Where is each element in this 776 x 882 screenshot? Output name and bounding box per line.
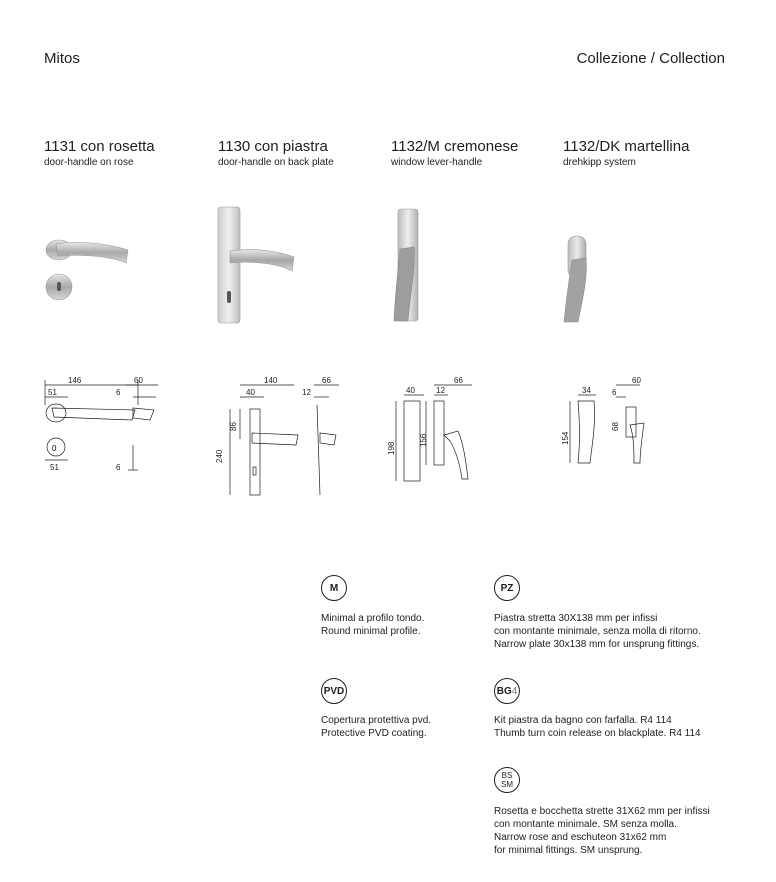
feature-line: Copertura protettiva pvd. bbox=[321, 715, 432, 726]
feature-bg-text bbox=[494, 714, 701, 740]
dim-total-height: 154 bbox=[561, 431, 570, 445]
dim-rose-height: 68 bbox=[611, 422, 620, 431]
product-code: 1132/DK martellina bbox=[563, 138, 690, 155]
feature-line: Rosetta e bocchetta strette 31X62 mm per infissi bbox=[494, 806, 710, 817]
dim-width: 146 bbox=[68, 376, 82, 385]
feature-line: con montante minimale. SM senza molla. bbox=[494, 819, 677, 830]
product-code: 1131 con rosetta bbox=[44, 138, 155, 155]
badge-pvd: PVD bbox=[321, 678, 347, 704]
keyhole-mark: 0 bbox=[52, 444, 57, 453]
feature-line: Narrow rose and eschuteon 31x62 mm bbox=[494, 832, 667, 843]
badge-bg bbox=[494, 678, 520, 704]
dim-plate-thickness: 12 bbox=[302, 388, 311, 397]
feature-line: Round minimal profile. bbox=[321, 626, 421, 637]
badge-bs-top: BS bbox=[501, 771, 513, 780]
feature-line: Kit piastra da bagno con farfalla. R4 114 bbox=[494, 715, 672, 726]
dim-width: 140 bbox=[264, 376, 278, 385]
handle-on-rose-drawing bbox=[38, 375, 168, 480]
feature-line: Piastra stretta 30X138 mm per infissi bbox=[494, 613, 658, 624]
handle-on-rose-image bbox=[40, 230, 140, 302]
product-code: 1130 con piastra bbox=[218, 138, 328, 155]
product-subtitle: window lever-handle bbox=[391, 157, 483, 168]
badge-bg-label: BG bbox=[496, 685, 512, 697]
dim-plate-width: 40 bbox=[246, 388, 255, 397]
dim-depth: 60 bbox=[134, 376, 143, 385]
collection-label: Collezione / Collection bbox=[576, 50, 725, 67]
dim-width: 34 bbox=[582, 386, 591, 395]
dim-base-thickness: 12 bbox=[436, 386, 445, 395]
product-1132-dk bbox=[563, 138, 689, 170]
product-1132-m bbox=[391, 138, 518, 170]
product-code: 1132/M cremonese bbox=[391, 138, 519, 155]
feature-line: Thumb turn coin release on blackplate. R4 114 bbox=[494, 728, 701, 739]
dim-depth: 66 bbox=[322, 376, 331, 385]
window-handle-drawing bbox=[386, 375, 486, 485]
product-subtitle: door-handle on back plate bbox=[218, 157, 334, 168]
feature-pvd-text bbox=[321, 714, 431, 740]
dim-total-height: 198 bbox=[387, 441, 396, 455]
drehkipp-handle-image bbox=[558, 230, 598, 325]
badge-pz: PZ bbox=[494, 575, 520, 601]
dim-rose: 51 bbox=[48, 388, 57, 397]
feature-bs-text bbox=[494, 805, 710, 857]
badge-m: M bbox=[321, 575, 347, 601]
product-1131 bbox=[44, 138, 155, 170]
feature-line: Minimal a profilo tondo. bbox=[321, 613, 425, 624]
product-subtitle: drehkipp system bbox=[563, 157, 636, 168]
product-subtitle: door-handle on rose bbox=[44, 157, 134, 168]
dim-rose-thickness: 6 bbox=[612, 388, 617, 397]
feature-m-text bbox=[321, 612, 424, 638]
dim-plate-height: 240 bbox=[215, 449, 224, 463]
dim-depth: 60 bbox=[632, 376, 641, 385]
dim-rose-thickness: 6 bbox=[116, 388, 121, 397]
brand-name: Mitos bbox=[44, 50, 80, 67]
feature-pz-text bbox=[494, 612, 701, 651]
handle-on-backplate-drawing bbox=[214, 375, 344, 500]
handle-on-backplate-image bbox=[212, 205, 302, 325]
window-handle-image bbox=[386, 205, 446, 325]
badge-bg-sup: 4 bbox=[511, 685, 518, 697]
badge-bs-bottom: SM bbox=[501, 780, 513, 789]
product-1130 bbox=[218, 138, 334, 170]
dim-depth: 66 bbox=[454, 376, 463, 385]
feature-line: for minimal fittings. SM unsprung. bbox=[494, 845, 643, 856]
feature-line: Narrow plate 30x138 mm for unsprung fittings. bbox=[494, 639, 700, 650]
feature-line: Protective PVD coating. bbox=[321, 728, 427, 739]
dim-width: 40 bbox=[406, 386, 415, 395]
dim-base-height: 156 bbox=[419, 433, 428, 447]
dim-handle-height: 86 bbox=[229, 422, 238, 431]
feature-line: con montante minimale, senza molla di ritorno. bbox=[494, 626, 701, 637]
dim-escutcheon-thickness: 6 bbox=[116, 463, 121, 472]
dim-escutcheon: 51 bbox=[50, 463, 59, 472]
drehkipp-handle-drawing bbox=[560, 375, 670, 470]
badge-bs-sm bbox=[494, 767, 520, 793]
